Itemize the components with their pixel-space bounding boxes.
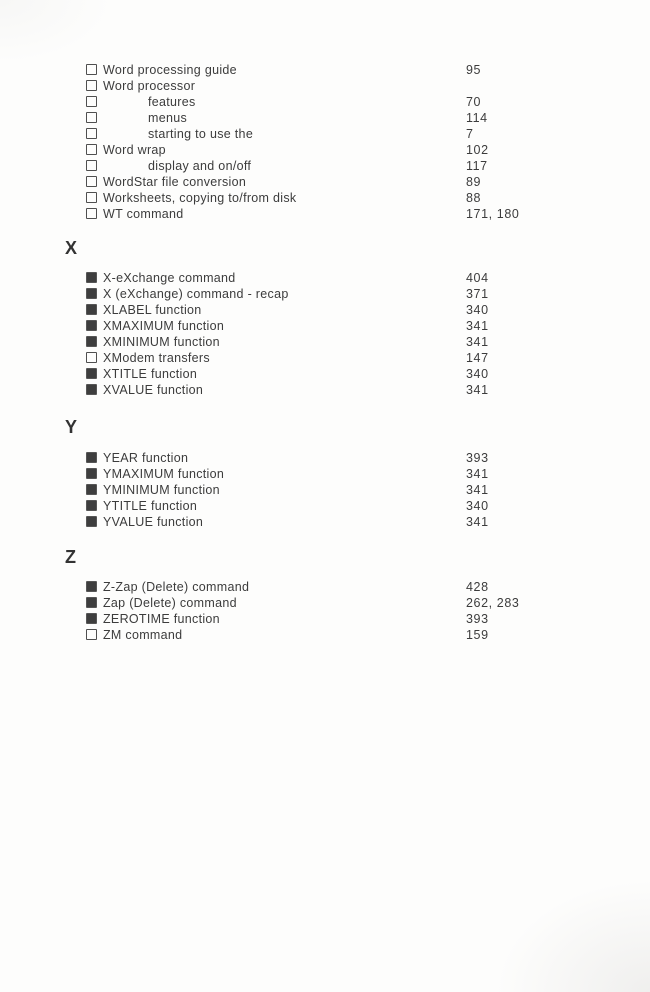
index-entry-row xyxy=(0,450,650,466)
checkbox-empty-icon xyxy=(86,144,97,155)
checkbox-filled-icon xyxy=(86,384,97,395)
index-entry-page-number: 341 xyxy=(466,467,489,481)
checkbox-empty-icon xyxy=(86,112,97,123)
index-entry-page-number: 117 xyxy=(466,159,488,173)
index-entry-label: display and on/off xyxy=(148,159,252,173)
index-entry-row xyxy=(0,158,650,174)
index-entry-label: ZM command xyxy=(103,628,183,642)
checkbox-filled-icon xyxy=(86,304,97,315)
index-entry-page-number: 95 xyxy=(466,63,482,77)
index-entry-row xyxy=(0,174,650,190)
checkbox-empty-icon xyxy=(86,208,97,219)
index-entry-page-number: 159 xyxy=(466,628,489,642)
index-entry-page-number: 262, 283 xyxy=(466,596,520,610)
index-entry-page-number: 341 xyxy=(466,383,489,397)
checkbox-filled-icon xyxy=(86,516,97,527)
index-entry-row xyxy=(0,94,650,110)
index-entry-row xyxy=(0,627,650,643)
index-entry-row xyxy=(0,302,650,318)
index-entry-label: menus xyxy=(148,111,188,125)
checkbox-filled-icon xyxy=(86,288,97,299)
index-entry-row xyxy=(0,78,650,94)
index-entry-label: XMINIMUM function xyxy=(103,335,220,349)
checkbox-filled-icon xyxy=(86,484,97,495)
checkbox-empty-icon xyxy=(86,128,97,139)
index-entry-row xyxy=(0,126,650,142)
index-entry-page-number: 114 xyxy=(466,111,488,125)
index-entry-label: XTITLE function xyxy=(103,367,198,381)
index-entry-label: Word processor xyxy=(103,79,196,93)
index-entry-page-number: 341 xyxy=(466,319,489,333)
checkbox-filled-icon xyxy=(86,468,97,479)
section-letter-z: Z xyxy=(65,547,77,567)
checkbox-empty-icon xyxy=(86,160,97,171)
index-entry-label: Word processing guide xyxy=(103,63,237,77)
index-entry-label: features xyxy=(148,95,196,109)
index-entry-page-number: 404 xyxy=(466,271,489,285)
index-entry-row xyxy=(0,514,650,530)
index-entry-label: YEAR function xyxy=(103,451,189,465)
index-entry-row xyxy=(0,382,650,398)
index-entry-label: Word wrap xyxy=(103,143,166,157)
index-entry-row xyxy=(0,270,650,286)
checkbox-empty-icon xyxy=(86,352,97,363)
index-entry-label: XLABEL function xyxy=(103,303,202,317)
section-letter-y: Y xyxy=(65,417,78,437)
index-entry-page-number: 341 xyxy=(466,515,489,529)
index-entry-page-number: 341 xyxy=(466,483,489,497)
checkbox-filled-icon xyxy=(86,368,97,379)
index-entry-page-number: 371 xyxy=(466,287,489,301)
index-entry-label: WT command xyxy=(103,207,184,221)
checkbox-empty-icon xyxy=(86,176,97,187)
index-entry-label: X-eXchange command xyxy=(103,271,236,285)
checkbox-filled-icon xyxy=(86,336,97,347)
checkbox-filled-icon xyxy=(86,272,97,283)
checkbox-empty-icon xyxy=(86,80,97,91)
checkbox-empty-icon xyxy=(86,192,97,203)
index-entry-label: WordStar file conversion xyxy=(103,175,247,189)
checkbox-empty-icon xyxy=(86,64,97,75)
index-entry-label: starting to use the xyxy=(148,127,254,141)
index-entry-page-number: 340 xyxy=(466,499,489,513)
index-entry-row xyxy=(0,334,650,350)
index-entry-row xyxy=(0,350,650,366)
index-entry-page-number: 393 xyxy=(466,451,489,465)
checkbox-filled-icon xyxy=(86,613,97,624)
checkbox-empty-icon xyxy=(86,629,97,640)
checkbox-filled-icon xyxy=(86,597,97,608)
index-entry-row xyxy=(0,611,650,627)
index-entry-page-number: 147 xyxy=(466,351,489,365)
index-entry-page-number: 7 xyxy=(466,127,474,141)
index-entry-page-number: 88 xyxy=(466,191,482,205)
index-entry-row xyxy=(0,286,650,302)
index-entry-page-number: 428 xyxy=(466,580,489,594)
index-entry-row xyxy=(0,498,650,514)
index-entry-row xyxy=(0,366,650,382)
index-entry-label: YVALUE function xyxy=(103,515,204,529)
index-entry-page-number: 102 xyxy=(466,143,489,157)
checkbox-filled-icon xyxy=(86,500,97,511)
checkbox-filled-icon xyxy=(86,581,97,592)
index-entry-label: Worksheets, copying to/from disk xyxy=(103,191,297,205)
index-entry-label: X (eXchange) command - recap xyxy=(103,287,289,301)
index-entry-label: YMINIMUM function xyxy=(103,483,220,497)
index-entry-page-number: 393 xyxy=(466,612,489,626)
index-entry-row xyxy=(0,110,650,126)
index-entry-row xyxy=(0,142,650,158)
index-entry-page-number: 340 xyxy=(466,367,489,381)
index-entry-page-number: 340 xyxy=(466,303,489,317)
index-entry-label: ZEROTIME function xyxy=(103,612,220,626)
index-entry-row xyxy=(0,318,650,334)
index-entry-row xyxy=(0,595,650,611)
checkbox-filled-icon xyxy=(86,452,97,463)
index-entry-label: Zap (Delete) command xyxy=(103,596,237,610)
section-letter-x: X xyxy=(65,238,78,258)
checkbox-filled-icon xyxy=(86,320,97,331)
index-entry-page-number: 341 xyxy=(466,335,489,349)
index-entry-page-number: 70 xyxy=(466,95,482,109)
index-entry-row xyxy=(0,190,650,206)
index-entry-label: XModem transfers xyxy=(103,351,210,365)
index-entry-label: YTITLE function xyxy=(103,499,198,513)
index-entry-label: XMAXIMUM function xyxy=(103,319,225,333)
index-entry-label: YMAXIMUM function xyxy=(103,467,225,481)
index-entry-page-number: 171, 180 xyxy=(466,207,520,221)
index-entry-row xyxy=(0,62,650,78)
checkbox-empty-icon xyxy=(86,96,97,107)
index-entry-label: Z-Zap (Delete) command xyxy=(103,580,250,594)
index-entry-label: XVALUE function xyxy=(103,383,204,397)
index-entry-row xyxy=(0,206,650,222)
index-entry-row xyxy=(0,579,650,595)
index-entry-row xyxy=(0,466,650,482)
index-entry-page-number: 89 xyxy=(466,175,482,189)
index-entry-row xyxy=(0,482,650,498)
